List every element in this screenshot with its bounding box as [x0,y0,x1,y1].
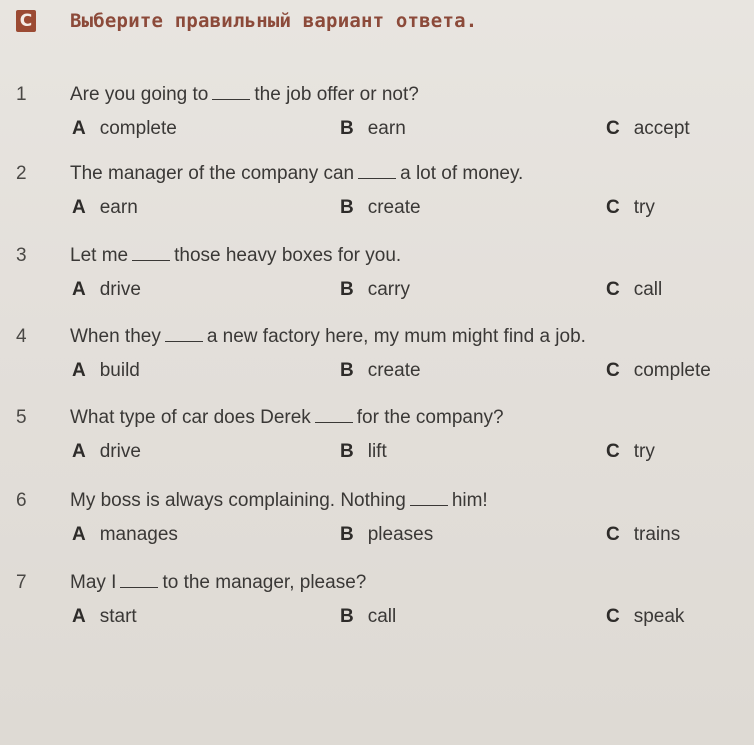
question-number: 5 [16,407,27,428]
question-text: What type of car does Derek for the company? [70,407,504,428]
option-b[interactable]: B create [340,360,421,381]
question-5 [0,407,754,469]
answer-options [0,360,754,388]
answer-options [0,606,754,634]
section-header [16,10,477,32]
option-a[interactable]: A build [72,360,140,381]
answer-blank[interactable] [120,573,158,588]
option-a[interactable]: A drive [72,279,141,300]
question-number: 4 [16,326,27,347]
question-7 [0,572,754,634]
question-number: 7 [16,572,27,593]
option-a[interactable]: A earn [72,197,138,218]
answer-blank[interactable] [212,85,250,100]
question-number: 6 [16,490,27,511]
option-b[interactable]: B lift [340,441,387,462]
option-c[interactable]: C try [606,197,655,218]
option-b[interactable]: B carry [340,279,410,300]
question-text: The manager of the company can a lot of money. [70,163,524,184]
option-b[interactable]: B pleases [340,524,434,545]
question-number: 2 [16,163,27,184]
answer-blank[interactable] [358,164,396,179]
question-text: Are you going to the job offer or not? [70,84,419,105]
question-text: When they a new factory here, my mum might find a job. [70,326,586,347]
question-text: May I to the manager, please? [70,572,367,593]
answer-blank[interactable] [165,327,203,342]
question-text: Let me those heavy boxes for you. [70,245,402,266]
answer-options [0,197,754,225]
question-3 [0,245,754,307]
question-6 [0,490,754,552]
answer-options [0,118,754,146]
option-b[interactable]: B call [340,606,397,627]
answer-blank[interactable] [132,246,170,261]
answer-options [0,279,754,307]
option-a[interactable]: A manages [72,524,178,545]
section-badge: C [16,10,36,32]
option-c[interactable]: C call [606,279,663,300]
option-c[interactable]: C try [606,441,655,462]
question-text: My boss is always complaining. Nothing him! [70,490,488,511]
option-a[interactable]: A complete [72,118,177,139]
option-b[interactable]: B earn [340,118,406,139]
question-number: 1 [16,84,27,105]
question-number: 3 [16,245,27,266]
option-a[interactable]: A start [72,606,137,627]
option-b[interactable]: B create [340,197,421,218]
question-1 [0,84,754,146]
section-title: Выберите правильный вариант ответа. [70,10,478,32]
answer-options [0,524,754,552]
option-c[interactable]: C speak [606,606,685,627]
option-c[interactable]: C accept [606,118,690,139]
answer-blank[interactable] [410,491,448,506]
answer-blank[interactable] [315,408,353,423]
question-4 [0,326,754,388]
option-c[interactable]: C complete [606,360,711,381]
question-2 [0,163,754,225]
option-c[interactable]: C trains [606,524,681,545]
option-a[interactable]: A drive [72,441,141,462]
answer-options [0,441,754,469]
